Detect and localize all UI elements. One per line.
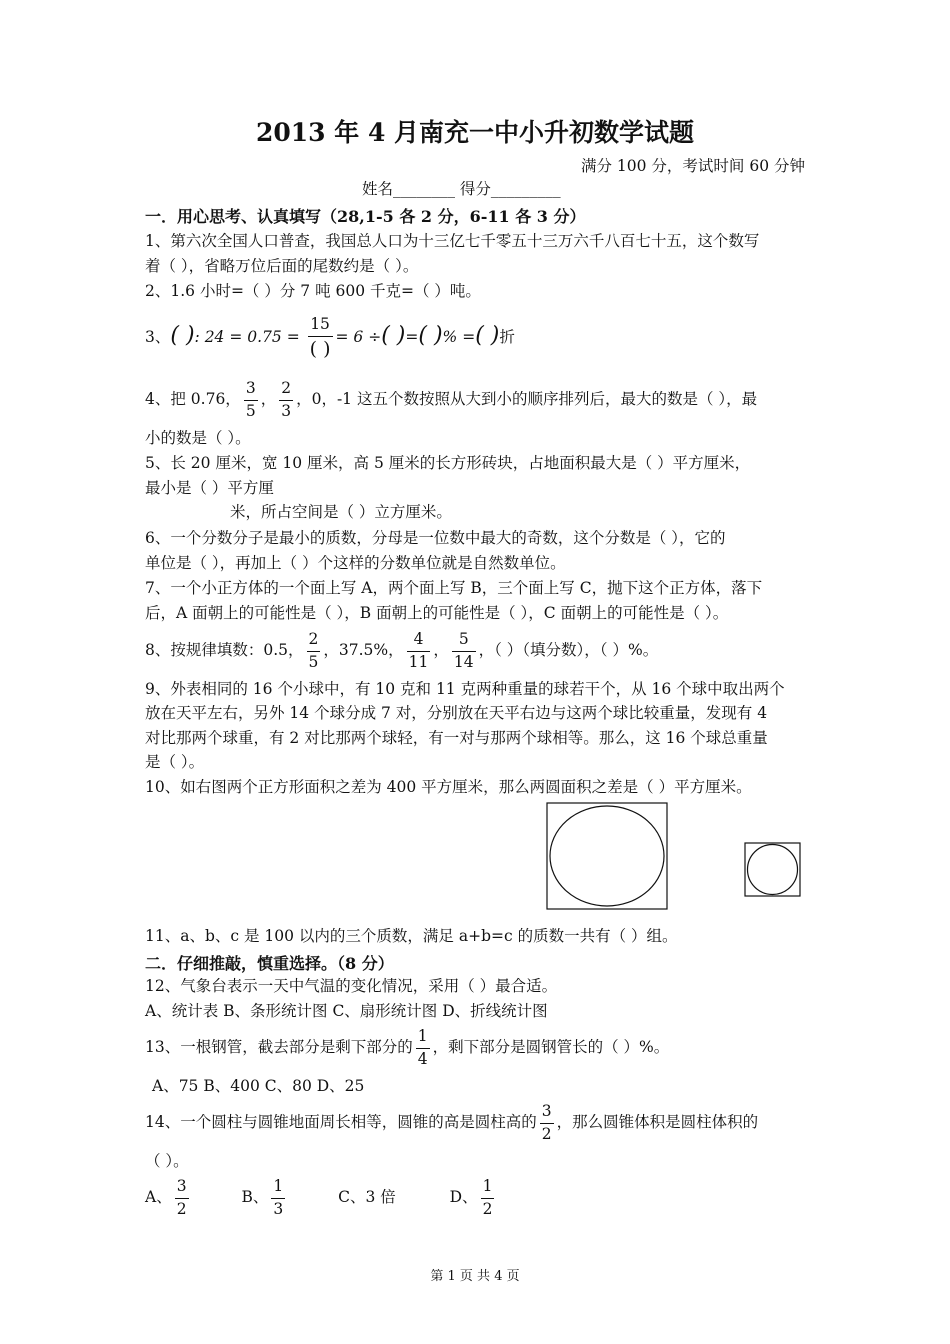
question-14-options [145, 1174, 497, 1220]
question-12-options: A、统计表 B、条形统计图 C、扇形统计图 D、折线统计图 [145, 1002, 548, 1020]
fraction-numerator: 1 [416, 1029, 430, 1049]
fraction [308, 317, 333, 359]
question-4-prefix: 4、把 0.76， [145, 390, 241, 408]
fraction [244, 381, 258, 419]
equation-suffix: 折 [499, 328, 515, 346]
fraction-numerator: 3 [540, 1104, 554, 1124]
question-5-line-3: 米，所占空间是（ ）立方厘米。 [230, 503, 452, 521]
question-4-line-2: 小的数是（ ）。 [145, 429, 251, 447]
question-14-line-1 [145, 1099, 758, 1145]
fraction-denominator: 14 [453, 652, 474, 671]
question-13 [145, 1024, 669, 1070]
page-footer: 第 1 页 共 4 页 [430, 1269, 520, 1284]
option-b-label: B、 [241, 1188, 269, 1206]
question-5-line-1: 5、长 20 厘米，宽 10 厘米，高 5 厘米的长方形砖块，占地面积最大是（ ）平方厘米， [145, 454, 751, 472]
fraction-numerator: 4 [407, 632, 431, 652]
equation-part: = [405, 328, 419, 346]
small-square-with-circle-figure [744, 842, 802, 898]
fraction-denominator: 2 [176, 1199, 187, 1218]
fraction-denominator: 3 [281, 401, 292, 420]
blank-paren: ( ) [170, 323, 195, 348]
fraction-denominator: 5 [245, 401, 256, 420]
blank-paren: ( ) [475, 323, 500, 348]
option-c-label: C、3 倍 [338, 1188, 396, 1206]
question-6-line-2: 单位是（ ），再加上（ ）个这样的分数单位就是自然数单位。 [145, 554, 566, 572]
fraction [307, 632, 321, 670]
question-8-prefix: 8、按规律填数：0.5， [145, 641, 304, 659]
question-12: 12、气象台表示一天中气温的变化情况，采用（ ）最合适。 [145, 977, 558, 995]
small-square [745, 843, 800, 896]
option-b-fraction [271, 1179, 285, 1217]
question-8-suffix: ，（ ）（填分数），（ ）%。 [478, 641, 659, 659]
exam-info: 满分 100 分，考试时间 60 分钟 [580, 157, 805, 175]
fraction-denominator: 11 [408, 652, 429, 671]
fraction-denominator: 2 [541, 1124, 552, 1143]
question-8-mid: ，37.5%， [323, 641, 404, 659]
blank-paren: ( ) [381, 323, 406, 348]
separator: ， [260, 390, 277, 408]
fraction-denominator: 2 [482, 1199, 493, 1218]
fraction [279, 381, 293, 419]
question-7-line-2: 后，A 面朝上的可能性是（ ），B 面朝上的可能性是（ ），C 面朝上的可能性是（ ）。 [145, 604, 729, 622]
fraction [452, 632, 476, 670]
question-13-suffix: ，剩下部分是圆钢管长的（ ）%。 [432, 1038, 670, 1056]
large-square-with-circle-figure [546, 802, 670, 912]
question-3-label: 3、 [145, 328, 171, 346]
option-d-label: D、 [449, 1188, 478, 1206]
option-d-fraction [481, 1179, 495, 1217]
question-4-line-1 [145, 376, 757, 422]
fraction [540, 1104, 554, 1142]
fraction-denominator-blank: ( ) [309, 337, 331, 360]
fraction-denominator: 4 [417, 1049, 428, 1068]
question-14-prefix: 14、一个圆柱与圆锥地面周长相等，圆锥的高是圆柱高的 [145, 1113, 537, 1131]
question-14-suffix: ，那么圆锥体积是圆柱体积的 [556, 1113, 759, 1131]
question-13-prefix: 13、一根钢管，截去部分是剩下部分的 [145, 1038, 413, 1056]
name-score-line: 姓名________ 得分_________ [362, 180, 561, 198]
fraction-numerator: 2 [279, 381, 293, 401]
question-8 [145, 627, 658, 673]
question-9-line-2: 放在天平左右，另外 14 个球分成 7 对，分别放在天平右边与这两个球比较重量，发现有 4 [145, 704, 768, 722]
question-10: 10、如右图两个正方形面积之差为 400 平方厘米，那么两圆面积之差是（ ）平方厘米。 [145, 778, 752, 796]
question-1-line-2: 着（ ），省略万位后面的尾数约是（ ）。 [145, 257, 419, 275]
option-a-fraction [175, 1179, 189, 1217]
blank-paren: ( ) [418, 323, 443, 348]
fraction-numerator: 5 [452, 632, 476, 652]
large-square [547, 803, 667, 909]
fraction-numerator: 1 [271, 1179, 285, 1199]
separator: ， [433, 641, 449, 659]
question-13-options: A、75 B、400 C、80 D、25 [152, 1077, 365, 1095]
option-a-label: A、 [145, 1188, 172, 1206]
fraction-numerator: 3 [244, 381, 258, 401]
question-4-suffix: ，0，-1 这五个数按照从大到小的顺序排列后，最大的数是（ ），最 [296, 390, 758, 408]
fraction-denominator: 5 [308, 652, 319, 671]
equation-part: = 6 ÷ [335, 328, 382, 346]
fraction-numerator: 2 [307, 632, 321, 652]
large-circle [550, 806, 664, 906]
question-11: 11、a、b、c 是 100 以内的三个质数，满足 a+b=c 的质数一共有（ ）组。 [145, 927, 678, 945]
section-2-heading: 二．仔细推敲，慎重选择。（8 分） [145, 954, 394, 973]
equation-part: : 24 = 0.75 = [194, 328, 300, 346]
equation-part: % = [442, 328, 476, 346]
question-5-line-2: 最小是（ ）平方厘 [145, 479, 274, 497]
fraction-denominator: 3 [273, 1199, 284, 1218]
question-7-line-1: 7、一个小正方体的一个面上写 A，两个面上写 B，三个面上写 C，抛下这个正方体，落下 [145, 579, 763, 597]
question-14-line-2: （ ）。 [145, 1152, 189, 1170]
question-9-line-1: 9、外表相同的 16 个小球中，有 10 克和 11 克两种重量的球若干个，从 16 个球中取出两个 [145, 680, 785, 698]
section-1-heading: 一．用心思考、认真填写（28,1-5 各 2 分，6-11 各 3 分） [145, 207, 586, 226]
fraction [416, 1029, 430, 1067]
fraction-numerator: 3 [175, 1179, 189, 1199]
question-2: 2、1.6 小时=（ ）分 7 吨 600 千克=（ ）吨。 [145, 282, 481, 300]
small-circle [748, 845, 798, 895]
fraction [407, 632, 431, 670]
fraction-numerator: 15 [308, 317, 333, 337]
question-9-line-4: 是（ ）。 [145, 753, 205, 771]
question-6-line-1: 6、一个分数分子是最小的质数，分母是一位数中最大的奇数，这个分数是（ ），它的 [145, 529, 726, 547]
page-title: 2013 年 4 月南充一中小升初数学试题 [255, 118, 695, 147]
question-9-line-3: 对比那两个球重，有 2 对比那两个球轻，有一对与那两个球相等。那么，这 16 个球总重量 [145, 729, 768, 747]
fraction-numerator: 1 [481, 1179, 495, 1199]
question-1-line-1: 1、第六次全国人口普查，我国总人口为十三亿七千零五十三万六千八百七十五，这个数写 [145, 232, 760, 250]
question-3 [145, 313, 515, 360]
